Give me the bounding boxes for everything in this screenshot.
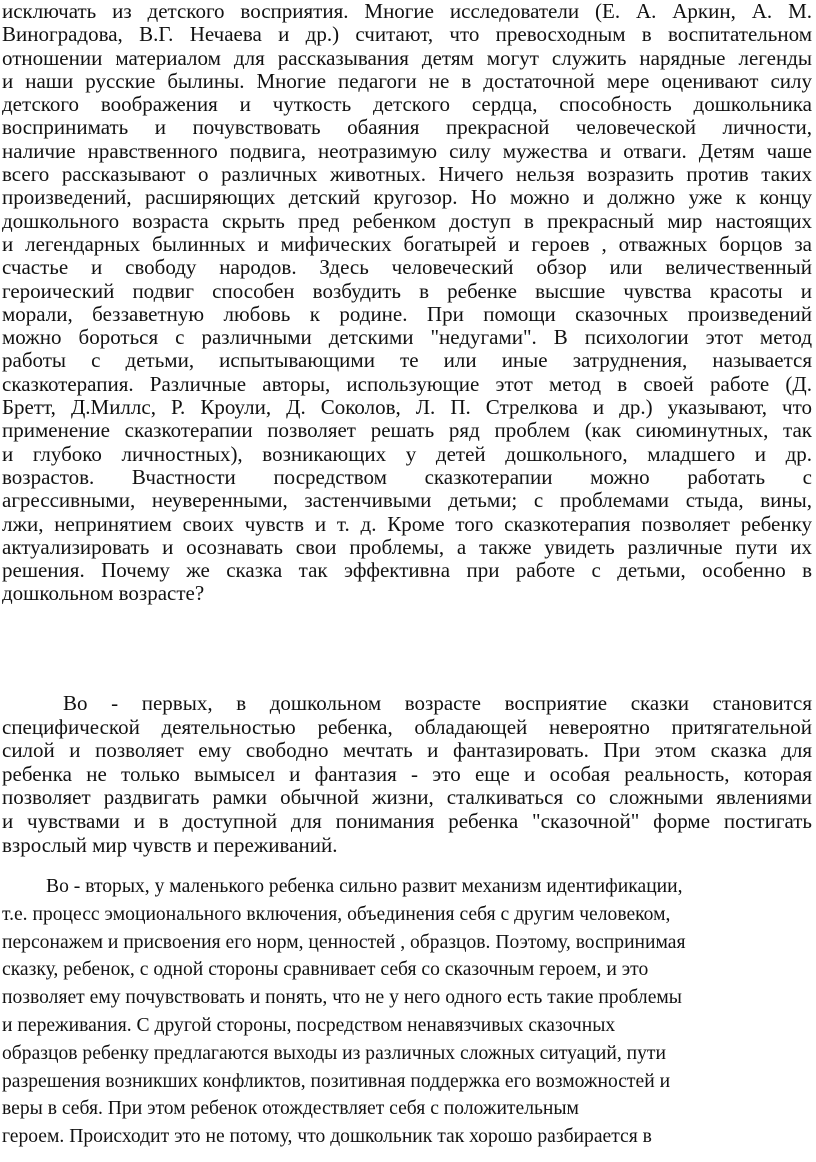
text-line: образцов ребенку предлагаются выходы из различных сложных ситуаций, пути bbox=[2, 1042, 666, 1064]
text-line: силой и позволяет ему свободно мечтать и фантазировать. При этом сказка для bbox=[2, 739, 812, 763]
text-line: взрослый мир чувств и переживаний. bbox=[2, 833, 338, 857]
text-line: Виноградова, В.Г. Нечаева и др.) считают, что превосходным в воспитательном bbox=[2, 23, 812, 47]
paragraph-3 bbox=[0, 873, 816, 1151]
text-line: можно бороться с различными детскими "недугами". В психологии этот метод bbox=[2, 326, 812, 350]
text-line: позволяет раздвигать рамки обычной жизни, сталкиваться со сложными явлениями bbox=[2, 786, 812, 810]
text-line: героический подвиг способен возбудить в ребенке высшие чувства красоты и bbox=[2, 279, 812, 303]
text-line: и переживания. С другой стороны, посредством ненавязчивых сказочных bbox=[2, 1014, 616, 1036]
text-line: и чувствами и в доступной для понимания ребенка "сказочной" форме постигать bbox=[2, 809, 812, 833]
text-line: Во - вторых, у маленького ребенка сильно развит механизм идентификации, bbox=[46, 876, 683, 897]
text-line: произведений, расширяющих детский кругозор. Но можно и должно уже к концу bbox=[2, 186, 812, 210]
paragraph-2 bbox=[0, 692, 816, 857]
text-line: исключать из детского восприятия. Многие исследователи (Е. А. Аркин, А. М. bbox=[2, 0, 812, 23]
text-line: отношении материалом для рассказывания детям могут служить нарядные легенды bbox=[2, 46, 812, 70]
text-line: дошкольного возраста скрыть пред ребенком доступ в прекрасный мир настоящих bbox=[2, 209, 812, 233]
text-line: дошкольном возрасте? bbox=[2, 582, 205, 606]
text-line: актуализировать и осознавать свои проблемы, а также увидеть различные пути их bbox=[2, 535, 812, 559]
text-line: морали, беззаветную любовь к родине. При помощи сказочных произведений bbox=[2, 302, 812, 326]
text-line: персонажем и присвоения его норм, ценностей , образцов. Поэтому, воспринимая bbox=[2, 931, 686, 953]
text-line: ребенка не только вымысел и фантазия - это еще и особая реальность, которая bbox=[2, 762, 812, 786]
text-line: разрешения возникших конфликтов, позитивная поддержка его возможностей и bbox=[2, 1070, 671, 1092]
text-line: сказку, ребенок, с одной стороны сравнивает себя со сказочным героем, и это bbox=[2, 959, 649, 981]
text-line: позволяет ему почувствовать и понять, что не у него одного есть такие проблемы bbox=[2, 987, 682, 1009]
text-line: решения. Почему же сказка так эффективна при работе с детьми, особенно в bbox=[2, 559, 812, 583]
text-line: сказкотерапия. Различные авторы, использующие этот метод в своей работе (Д. bbox=[2, 372, 812, 396]
text-line: и наши русские былины. Многие педагоги не в достаточной мере оценивают силу bbox=[2, 69, 812, 93]
text-line: лжи, непринятием своих чувств и т. д. Кроме того сказкотерапия позволяет ребенку bbox=[2, 512, 812, 536]
text-line: героем. Происходит это не потому, что дошкольник так хорошо разбирается в bbox=[2, 1126, 652, 1148]
text-line: т.е. процесс эмоционального включения, объединения себя с другим человеком, bbox=[2, 903, 671, 925]
text-line: работы с детьми, испытывающими те или иные затруднения, называется bbox=[2, 349, 812, 373]
text-line: счастье и свободу народов. Здесь человеческий обзор или величественный bbox=[2, 256, 812, 280]
text-line: веры в себя. При этом ребенок отождествляет себя с положительным bbox=[2, 1098, 579, 1120]
text-line: воспринимать и почувствовать обаяния прекрасной человеческой личности, bbox=[2, 116, 812, 140]
text-line: агрессивными, неуверенными, застенчивыми детьми; с проблемами стыда, вины, bbox=[2, 489, 812, 513]
text-line: и глубоко личностных), возникающих у детей дошкольного, младшего и др. bbox=[2, 442, 812, 466]
text-line: и легендарных былинных и мифических богатырей и героев , отважных борцов за bbox=[2, 232, 812, 256]
text-line: специфической деятельностью ребенка, обладающей невероятно притягательной bbox=[2, 715, 812, 739]
text-line: Бретт, Д.Миллс, Р. Кроули, Д. Соколов, Л. П. Стрелкова и др.) указывают, что bbox=[2, 396, 812, 420]
text-line: возрастов. Вчастности посредством сказкотерапии можно работать с bbox=[2, 465, 812, 489]
text-line: применение сказкотерапии позволяет решать ряд проблем (как сиюминутных, так bbox=[2, 419, 812, 443]
text-line: Во - первых, в дошкольном возрасте восприятие сказки становится bbox=[63, 692, 812, 715]
text-line: наличие нравственного подвига, неотразимую силу мужества и отваги. Детям чаше bbox=[2, 139, 812, 163]
text-line: всего рассказывают о различных животных. Ничего нельзя возразить против таких bbox=[2, 163, 812, 187]
text-line: детского воображения и чуткость детского сердца, способность дошкольника bbox=[2, 93, 812, 117]
